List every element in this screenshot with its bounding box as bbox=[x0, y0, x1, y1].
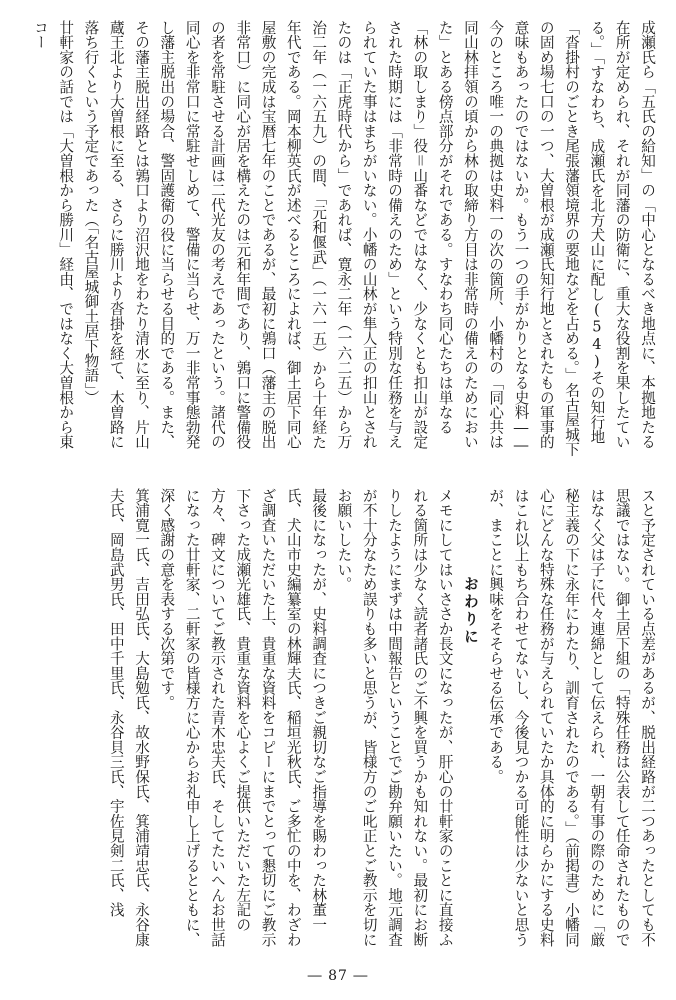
name-list: 箕浦寛一氏、吉田弘氏、大島勉氏、故水野保氏、箕浦靖忠氏、永谷康夫氏、岡島武男氏、田中千里氏、永谷貝三氏、宇佐見剣二氏、浅 bbox=[107, 488, 151, 947]
body-paragraph: スと予定されている点差があるが、脱出経路が二つあったとしても不思議ではない。御土居下組の「特殊任務は公表して任命されたものではなく父は子に代々連綿として伝えられ、一朝有事の際のために「厳秘主義の下に永年にわたり、訓育されたのである。」（前掲書）小幡同心にどんな特殊な任務が与えられていたか具体的に明らかにする史料はこれ以上もち合わせてないし、今後見つかる可能性は少ないと思うが、まことに興味をそそらせる伝承である。 bbox=[487, 488, 656, 947]
page-number: ― 87 ― bbox=[307, 968, 369, 984]
acknowledgement-paragraph: 最後になったが、史料調査につきご親切なご指導を賜わった林董一氏、犬山市史編纂室の林輝夫氏、稲垣光秋氏、ご多忙の中を、わざわざ調査いただいた上、貴重な資料をコピーにまでとって懇切にご教示下さった成瀬光雄氏、貴重な資料を心よくご提供いただいた左記の方々、碑文についてご教示された青木忠夫氏、そしてたいへんお世話になった廿軒家、二軒家の皆様方に心からお礼申し上げるとともに、深く感謝の意を表する次第です。 bbox=[158, 488, 328, 947]
lower-text-block bbox=[15, 488, 660, 958]
body-paragraph: 廿軒家の話では「大曽根から勝川」経由、ではなく大曽根から東コー bbox=[31, 20, 75, 450]
section-heading: おわりに bbox=[461, 575, 479, 646]
body-paragraph: メモにしてはいささか長文になったが、肝心の廿軒家のことに直接ふれる箇所は少なく読者諸氏のご不興を買うかも知れない。最初にお断りしたようにまずは中間報告ということでご勘弁願いたい。地元調査が不十分なため誤りも多いと思うが、皆様方のご叱正とご教示を切にお願いしたい。 bbox=[335, 488, 454, 947]
body-paragraph: 成瀬氏ら「五氏の給知」の「中心となるべき地点に、本拠地たる在所が定められ、それが同藩の防衛に、重大な役割を果したている。」「すなわち、成瀬氏を北方犬山に配し(54)その知行地「沓掛村のごとき尾張藩領境界の要地などを占める。」名古屋城下の固め場七口の一つ、大曽根が成瀬氏知行地とされたもの軍事的意味もあったのではないか。もう一つの手がかりとなる史料――今のところ唯一の典拠は史料一の次の箇所、小幡村の「同心共は同山林拝領の頃から林の取締り方目は非常時の備えのためにおいた」とある傍点部分がそれである。すなわち同心たちは単なる「林の取しまり」役＝山番などではなく、少なくとも扣山が設定された時期には「非常時の備えのため」という特別な任務を与えられていた事はまちがいない。小幡の山林が隼人正の扣山とされたのは「正虎時代から」であれば、寛永二年（一六二五）から万治二年（一六五九）の間、「元和偃武」（一六一五）から十年経た年代である。岡本柳英氏が述べるところによれば、御土居下同心屋敷の完成は宝暦七年のことであるが、最初に鶉口（藩主の脱出非常口）に同心が居を構えたのは元和年間であり、鶉口に警備役の者を常駐させる計画は二代光友の考えであったという。諸代の同心を非常口に常駐せしめて、警備に当らせ、万一非常事態勃発し藩主脱出の場合、警固護衛の役に当らせる目的である。また、その藩主脱出経路とは鶉口より沼沢地をわたり清水に至り、片山蔵王北より大曽根に至る、さらに勝川より沓掛を経て、木曽路に落ち行くという予定であった（「名古屋城御土居下物語」） bbox=[82, 20, 656, 457]
upper-text-block bbox=[15, 20, 660, 460]
